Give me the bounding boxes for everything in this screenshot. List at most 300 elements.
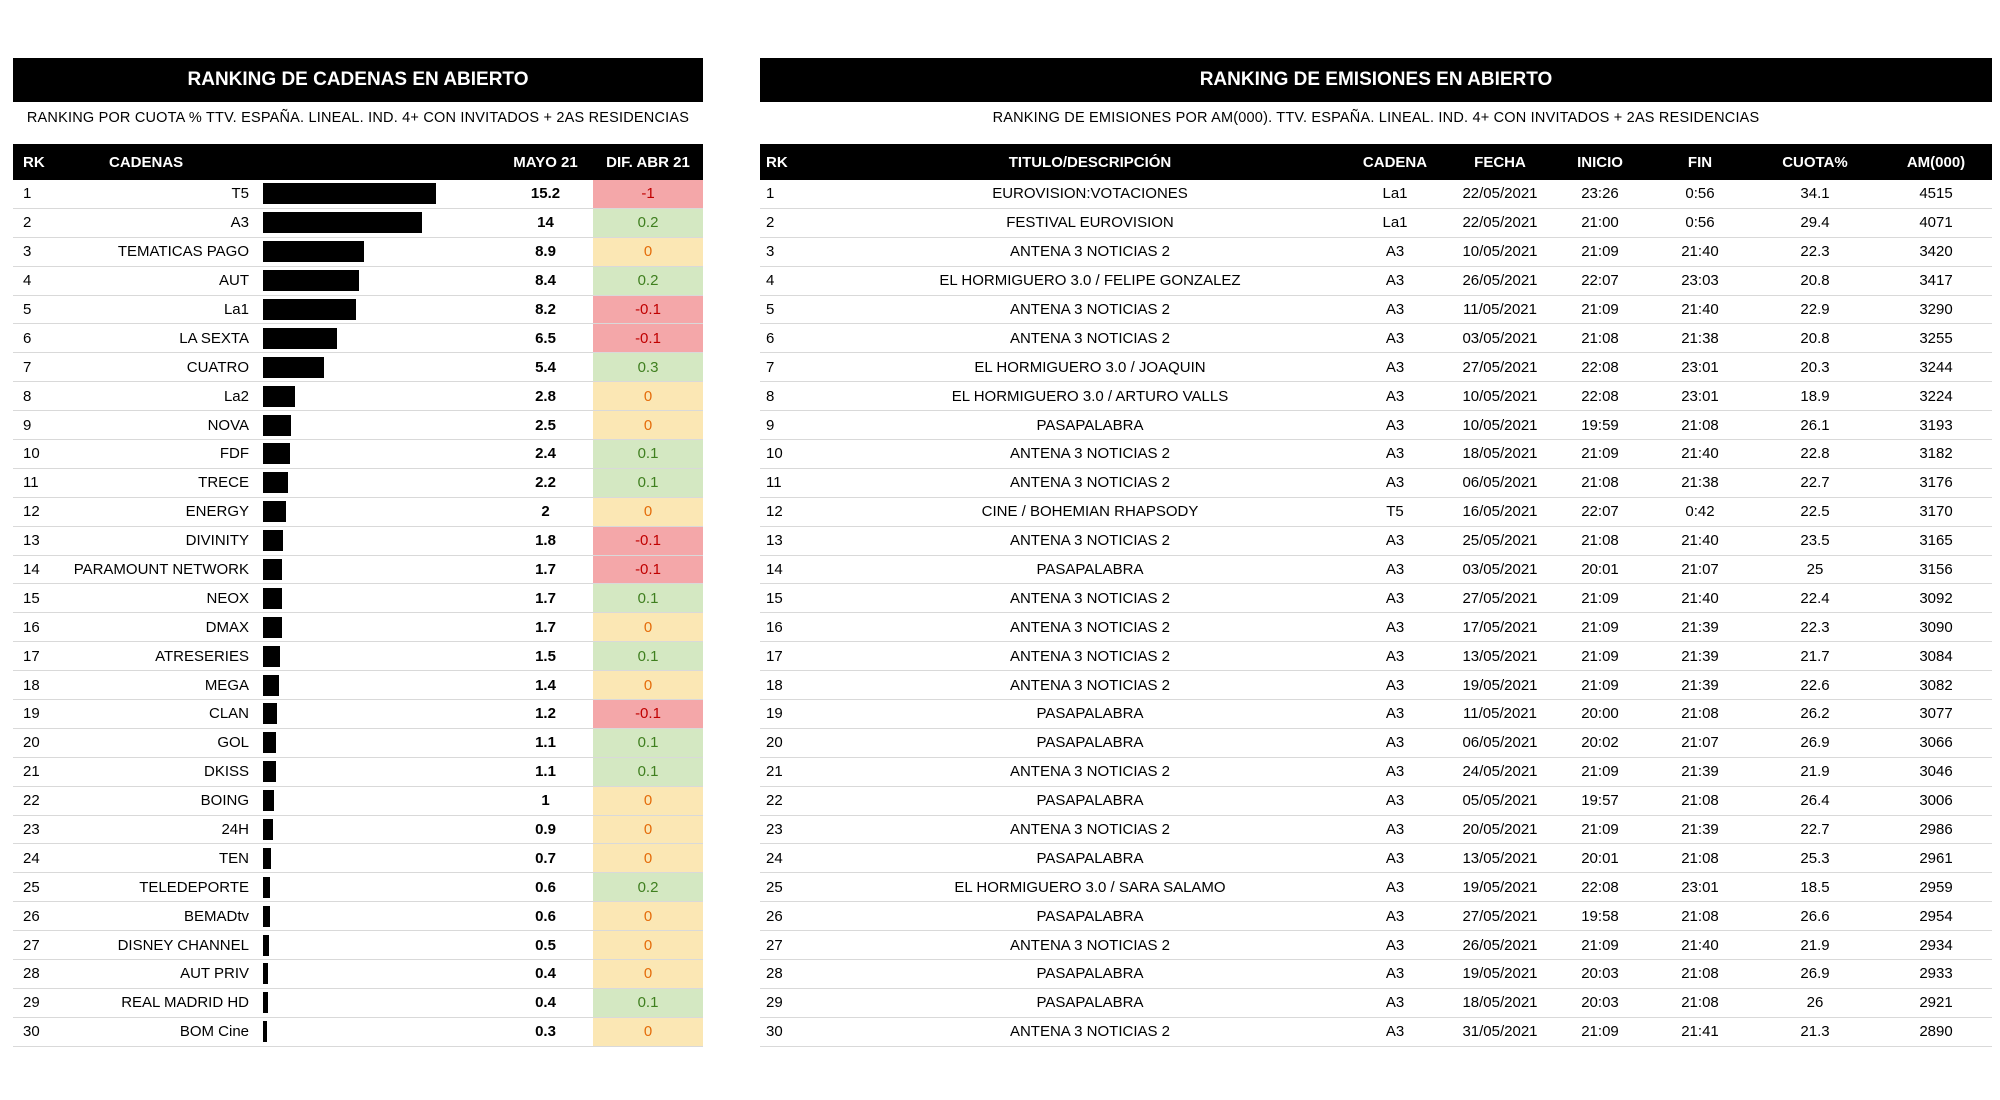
- rank-cell: 30: [766, 1023, 783, 1041]
- table-row: [13, 382, 703, 411]
- audience-cell: 3006: [1919, 792, 1953, 810]
- program-title: PASAPALABRA: [1036, 849, 1144, 867]
- share-value: 5.4: [535, 358, 556, 376]
- program-title: ANTENA 3 NOTICIAS 2: [1009, 589, 1171, 607]
- share-cell: 22.6: [1800, 676, 1830, 694]
- program-title: ANTENA 3 NOTICIAS 2: [1009, 445, 1171, 463]
- date-cell: 16/05/2021: [1462, 503, 1538, 521]
- start-cell: 21:09: [1581, 589, 1619, 607]
- audience-cell: 2986: [1919, 821, 1953, 839]
- share-cell: 26.9: [1800, 965, 1830, 983]
- share-value: 0.4: [535, 965, 556, 983]
- table-row: [13, 700, 703, 729]
- broadcast-ranking-panel: [760, 58, 1992, 1047]
- channel-name: REAL MADRID HD: [121, 994, 249, 1012]
- channel-name: AUT PRIV: [180, 965, 249, 983]
- table-row: [13, 758, 703, 787]
- bar-cell: [263, 729, 498, 757]
- share-bar: [263, 819, 273, 840]
- end-cell: 21:08: [1681, 907, 1719, 925]
- channel-cell: A3: [1385, 676, 1405, 694]
- share-bar: [263, 443, 290, 464]
- program-title: EL HORMIGUERO 3.0 / ARTURO VALLS: [951, 387, 1229, 405]
- dif-value: 0.1: [593, 758, 703, 786]
- share-value: 8.2: [535, 301, 556, 318]
- end-cell: 23:01: [1681, 358, 1719, 376]
- dif-value: 0.1: [593, 440, 703, 468]
- dif-value: 0: [593, 816, 703, 844]
- audience-cell: 3046: [1919, 763, 1953, 781]
- bar-cell: [263, 584, 498, 612]
- dif-value: 0: [593, 1018, 703, 1046]
- date-cell: 22/05/2021: [1462, 214, 1538, 232]
- end-cell: 21:08: [1681, 849, 1719, 867]
- channel-cell: A3: [1385, 878, 1405, 896]
- program-title: ANTENA 3 NOTICIAS 2: [1009, 647, 1171, 665]
- start-cell: 21:09: [1581, 301, 1619, 318]
- rank-cell: 14: [23, 561, 40, 579]
- table-row: [760, 296, 1992, 325]
- table-row: [13, 1018, 703, 1047]
- start-cell: 20:02: [1581, 734, 1619, 752]
- channel-name: MEGA: [204, 676, 249, 694]
- header-bar-spacer: [263, 144, 498, 180]
- dif-value: 0.1: [593, 584, 703, 612]
- rank-cell: 25: [23, 878, 40, 896]
- audience-cell: 3417: [1919, 272, 1953, 290]
- date-cell: 11/05/2021: [1463, 705, 1537, 723]
- channel-name: LA SEXTA: [179, 329, 249, 347]
- end-cell: 23:01: [1681, 387, 1719, 405]
- bar-cell: [263, 989, 498, 1017]
- rank-cell: 4: [23, 272, 32, 290]
- audience-cell: 4071: [1919, 214, 1953, 232]
- date-cell: 18/05/2021: [1462, 445, 1538, 463]
- dif-value: 0.1: [593, 989, 703, 1017]
- audience-cell: 3244: [1919, 358, 1953, 376]
- table-row: [13, 324, 703, 353]
- start-cell: 21:08: [1581, 329, 1619, 347]
- share-value: 2.5: [535, 416, 556, 434]
- audience-cell: 3176: [1919, 474, 1953, 492]
- bar-cell: [263, 267, 498, 295]
- dif-value: 0: [593, 613, 703, 641]
- dif-value: 0: [593, 238, 703, 266]
- program-title: ANTENA 3 NOTICIAS 2: [1009, 301, 1171, 318]
- share-bar: [263, 386, 295, 407]
- share-cell: 20.8: [1800, 272, 1830, 290]
- dif-value: -1: [593, 180, 703, 208]
- rank-cell: 29: [23, 994, 40, 1012]
- share-bar: [263, 906, 270, 927]
- rank-cell: 11: [23, 474, 39, 492]
- rank-cell: 26: [766, 907, 783, 925]
- program-title: ANTENA 3 NOTICIAS 2: [1009, 936, 1171, 954]
- start-cell: 21:09: [1581, 243, 1619, 261]
- share-value: 0.7: [535, 849, 556, 867]
- start-cell: 22:08: [1581, 878, 1619, 896]
- rank-cell: 8: [766, 387, 775, 405]
- table-row: [13, 556, 703, 585]
- dif-value: 0: [593, 787, 703, 815]
- table-row: [13, 613, 703, 642]
- rank-cell: 1: [23, 185, 32, 203]
- channel-name: NOVA: [207, 416, 249, 434]
- date-cell: 26/05/2021: [1462, 936, 1538, 954]
- end-cell: 21:40: [1681, 532, 1719, 550]
- channel-name: BOM Cine: [179, 1023, 249, 1041]
- bar-cell: [263, 296, 498, 324]
- channel-name: TEN: [219, 849, 249, 867]
- program-title: ANTENA 3 NOTICIAS 2: [1009, 763, 1171, 781]
- dif-value: 0: [593, 960, 703, 988]
- bar-cell: [263, 556, 498, 584]
- bar-cell: [263, 209, 498, 237]
- share-value: 1.7: [535, 561, 556, 579]
- start-cell: 21:09: [1581, 763, 1619, 781]
- table-row: [13, 353, 703, 382]
- rank-cell: 17: [23, 647, 40, 665]
- date-cell: 13/05/2021: [1462, 647, 1538, 665]
- channel-name: BEMADtv: [183, 907, 249, 925]
- share-cell: 20.8: [1800, 329, 1830, 347]
- channel-cell: A3: [1385, 907, 1405, 925]
- start-cell: 22:08: [1581, 358, 1619, 376]
- share-cell: 34.1: [1800, 185, 1830, 203]
- share-value: 0.4: [535, 994, 556, 1012]
- date-cell: 05/05/2021: [1462, 792, 1538, 810]
- bar-cell: [263, 700, 498, 728]
- share-cell: 22.3: [1800, 618, 1830, 636]
- bar-cell: [263, 527, 498, 555]
- share-value: 1.8: [535, 532, 556, 550]
- channel-cell: A3: [1385, 965, 1405, 983]
- audience-cell: 3165: [1919, 532, 1953, 550]
- start-cell: 21:00: [1581, 214, 1619, 232]
- broadcast-table-body: [760, 180, 1992, 1047]
- rank-cell: 28: [766, 965, 783, 983]
- program-title: FESTIVAL EUROVISION: [1006, 214, 1174, 232]
- channel-cell: A3: [1385, 849, 1405, 867]
- table-row: [13, 411, 703, 440]
- rank-cell: 25: [766, 878, 783, 896]
- rank-cell: 13: [766, 532, 783, 550]
- dif-value: 0: [593, 671, 703, 699]
- program-title: EUROVISION:VOTACIONES: [992, 185, 1188, 203]
- share-cell: 18.5: [1800, 878, 1830, 896]
- rank-cell: 8: [23, 387, 32, 405]
- share-bar: [263, 472, 288, 493]
- end-cell: 23:03: [1681, 272, 1719, 290]
- start-cell: 21:09: [1581, 445, 1619, 463]
- channel-name: La2: [223, 387, 249, 405]
- start-cell: 23:26: [1581, 185, 1619, 203]
- share-cell: 21.9: [1800, 763, 1830, 781]
- channel-ranking-title: RANKING DE CADENAS EN ABIERTO: [13, 58, 703, 102]
- end-cell: 21:08: [1681, 792, 1719, 810]
- program-title: ANTENA 3 NOTICIAS 2: [1009, 329, 1171, 347]
- table-row: [760, 873, 1992, 902]
- date-cell: 06/05/2021: [1462, 734, 1538, 752]
- channel-cell: La1: [1382, 185, 1408, 203]
- rank-cell: 27: [23, 936, 40, 954]
- end-cell: 0:42: [1685, 503, 1715, 521]
- share-value: 15.2: [530, 185, 561, 203]
- channel-ranking-subtitle: RANKING POR CUOTA % TTV. ESPAÑA. LINEAL. IND. 4+ CON INVITADOS + 2AS RESIDENCIAS: [26, 110, 690, 126]
- bar-cell: [263, 324, 498, 352]
- channel-name: DISNEY CHANNEL: [117, 936, 249, 954]
- table-row: [760, 642, 1992, 671]
- channel-cell: A3: [1385, 647, 1405, 665]
- table-row: [760, 238, 1992, 267]
- table-row: [13, 527, 703, 556]
- rank-cell: 10: [23, 445, 40, 463]
- share-cell: 21.7: [1800, 647, 1830, 665]
- channel-cell: A3: [1385, 387, 1405, 405]
- rank-cell: 19: [766, 705, 783, 723]
- channel-name: A3: [230, 214, 249, 232]
- bar-cell: [263, 758, 498, 786]
- share-bar: [263, 617, 282, 638]
- table-row: [760, 902, 1992, 931]
- start-cell: 19:57: [1581, 792, 1619, 810]
- header-cadena: CADENA: [1362, 153, 1428, 171]
- table-row: [760, 787, 1992, 816]
- share-value: 8.4: [535, 272, 556, 290]
- end-cell: 21:40: [1681, 445, 1719, 463]
- audience-cell: 2921: [1919, 994, 1953, 1012]
- table-row: [13, 296, 703, 325]
- rank-cell: 9: [23, 416, 32, 434]
- start-cell: 21:09: [1581, 821, 1619, 839]
- table-row: [13, 584, 703, 613]
- broadcast-ranking-title: RANKING DE EMISIONES EN ABIERTO: [760, 58, 1992, 102]
- share-value: 1.4: [535, 676, 556, 694]
- rank-cell: 16: [23, 618, 40, 636]
- start-cell: 21:09: [1581, 618, 1619, 636]
- date-cell: 03/05/2021: [1462, 329, 1538, 347]
- table-row: [760, 267, 1992, 296]
- dif-value: 0.1: [593, 729, 703, 757]
- end-cell: 21:38: [1681, 329, 1719, 347]
- share-bar: [263, 328, 337, 349]
- audience-cell: 3066: [1919, 734, 1953, 752]
- channel-table-header: [13, 144, 703, 180]
- channel-cell: A3: [1385, 763, 1405, 781]
- audience-cell: 3082: [1919, 676, 1953, 694]
- rank-cell: 3: [766, 243, 775, 261]
- rank-cell: 29: [766, 994, 783, 1012]
- program-title: ANTENA 3 NOTICIAS 2: [1009, 474, 1171, 492]
- table-row: [760, 671, 1992, 700]
- end-cell: 21:07: [1681, 734, 1719, 752]
- bar-cell: [263, 931, 498, 959]
- rank-cell: 11: [766, 474, 782, 492]
- channel-cell: A3: [1385, 243, 1405, 261]
- end-cell: 21:39: [1681, 676, 1719, 694]
- header-inicio: INICIO: [1577, 153, 1623, 171]
- table-row: [13, 238, 703, 267]
- share-value: 14: [537, 214, 554, 232]
- rank-cell: 17: [766, 647, 783, 665]
- date-cell: 03/05/2021: [1462, 561, 1538, 579]
- table-row: [760, 989, 1992, 1018]
- dif-value: 0: [593, 382, 703, 410]
- table-row: [760, 209, 1992, 238]
- share-bar: [263, 790, 274, 811]
- channel-cell: A3: [1385, 705, 1405, 723]
- table-row: [13, 642, 703, 671]
- channel-cell: A3: [1385, 532, 1405, 550]
- channel-cell: A3: [1385, 618, 1405, 636]
- dif-value: -0.1: [593, 556, 703, 584]
- date-cell: 18/05/2021: [1462, 994, 1538, 1012]
- share-bar: [263, 183, 436, 204]
- share-value: 8.9: [535, 243, 556, 261]
- header-titulo: TITULO/DESCRIPCIÓN: [1008, 153, 1172, 171]
- rank-cell: 23: [766, 821, 783, 839]
- channel-cell: A3: [1385, 734, 1405, 752]
- header-rk: RK: [23, 153, 45, 171]
- bar-cell: [263, 671, 498, 699]
- share-cell: 25.3: [1800, 849, 1830, 867]
- rank-cell: 2: [766, 214, 775, 232]
- header-rk: RK: [766, 153, 788, 171]
- table-row: [13, 787, 703, 816]
- channel-cell: A3: [1385, 792, 1405, 810]
- table-row: [760, 700, 1992, 729]
- table-row: [760, 180, 1992, 209]
- share-cell: 26.1: [1800, 416, 1830, 434]
- rank-cell: 30: [23, 1023, 40, 1041]
- channel-cell: La1: [1382, 214, 1408, 232]
- date-cell: 06/05/2021: [1462, 474, 1538, 492]
- date-cell: 10/05/2021: [1462, 243, 1538, 261]
- channel-cell: A3: [1385, 936, 1405, 954]
- share-bar: [263, 646, 280, 667]
- start-cell: 22:07: [1581, 503, 1619, 521]
- header-am: AM(000): [1906, 153, 1966, 171]
- end-cell: 21:40: [1681, 243, 1719, 261]
- date-cell: 19/05/2021: [1462, 878, 1538, 896]
- audience-cell: 2954: [1919, 907, 1953, 925]
- share-bar: [263, 415, 291, 436]
- table-row: [760, 729, 1992, 758]
- start-cell: 21:08: [1581, 532, 1619, 550]
- table-row: [760, 498, 1992, 527]
- rank-cell: 12: [766, 503, 783, 521]
- audience-cell: 3182: [1919, 445, 1953, 463]
- program-title: PASAPALABRA: [1036, 907, 1144, 925]
- share-bar: [263, 530, 283, 551]
- rank-cell: 14: [766, 561, 783, 579]
- end-cell: 21:39: [1681, 647, 1719, 665]
- share-value: 0.3: [535, 1023, 556, 1041]
- table-row: [760, 960, 1992, 989]
- rank-cell: 3: [23, 243, 32, 261]
- share-value: 0.5: [535, 936, 556, 954]
- channel-cell: T5: [1386, 503, 1404, 521]
- dif-value: 0: [593, 844, 703, 872]
- dif-value: 0.2: [593, 209, 703, 237]
- program-title: PASAPALABRA: [1036, 965, 1144, 983]
- share-value: 1.7: [535, 618, 556, 636]
- share-value: 1.2: [535, 705, 556, 723]
- rank-cell: 24: [23, 849, 40, 867]
- end-cell: 21:08: [1681, 965, 1719, 983]
- share-cell: 26.9: [1800, 734, 1830, 752]
- audience-cell: 2934: [1919, 936, 1953, 954]
- table-row: [760, 556, 1992, 585]
- program-title: PASAPALABRA: [1036, 705, 1144, 723]
- table-row: [760, 584, 1992, 613]
- bar-cell: [263, 440, 498, 468]
- share-bar: [263, 299, 356, 320]
- start-cell: 19:59: [1581, 416, 1619, 434]
- table-row: [13, 931, 703, 960]
- audience-cell: 2959: [1919, 878, 1953, 896]
- share-cell: 22.9: [1800, 301, 1830, 318]
- date-cell: 20/05/2021: [1462, 821, 1538, 839]
- bar-cell: [263, 382, 498, 410]
- end-cell: 21:08: [1681, 416, 1719, 434]
- start-cell: 21:09: [1581, 936, 1619, 954]
- share-value: 2.2: [535, 474, 556, 492]
- header-fecha: FECHA: [1474, 153, 1526, 171]
- date-cell: 11/05/2021: [1463, 301, 1537, 318]
- share-bar: [263, 241, 364, 262]
- share-bar: [263, 559, 282, 580]
- header-cuota: CUOTA%: [1782, 153, 1848, 171]
- share-bar: [263, 761, 276, 782]
- dif-value: -0.1: [593, 527, 703, 555]
- share-cell: 21.3: [1800, 1023, 1830, 1041]
- rank-cell: 27: [766, 936, 783, 954]
- share-cell: 25: [1806, 561, 1824, 579]
- header-mayo: MAYO 21: [513, 153, 578, 171]
- audience-cell: 3290: [1919, 301, 1953, 318]
- dif-value: 0: [593, 931, 703, 959]
- table-row: [760, 931, 1992, 960]
- rank-cell: 22: [766, 792, 783, 810]
- program-title: PASAPALABRA: [1036, 416, 1144, 434]
- dif-value: 0.2: [593, 873, 703, 901]
- bar-cell: [263, 844, 498, 872]
- share-value: 1.1: [535, 763, 556, 781]
- rank-cell: 18: [23, 676, 40, 694]
- table-row: [13, 498, 703, 527]
- share-bar: [263, 675, 279, 696]
- bar-cell: [263, 873, 498, 901]
- rank-cell: 6: [23, 329, 32, 347]
- dif-value: -0.1: [593, 296, 703, 324]
- bar-cell: [263, 498, 498, 526]
- dif-value: -0.1: [593, 324, 703, 352]
- table-row: [760, 1018, 1992, 1047]
- audience-cell: 3193: [1919, 416, 1953, 434]
- share-cell: 26.4: [1800, 792, 1830, 810]
- dif-value: 0: [593, 902, 703, 930]
- date-cell: 25/05/2021: [1462, 532, 1538, 550]
- bar-cell: [263, 469, 498, 497]
- share-cell: 22.3: [1800, 243, 1830, 261]
- end-cell: 0:56: [1685, 214, 1715, 232]
- share-cell: 26.2: [1800, 705, 1830, 723]
- share-cell: 21.9: [1800, 936, 1830, 954]
- table-row: [13, 729, 703, 758]
- date-cell: 13/05/2021: [1462, 849, 1538, 867]
- end-cell: 23:01: [1681, 878, 1719, 896]
